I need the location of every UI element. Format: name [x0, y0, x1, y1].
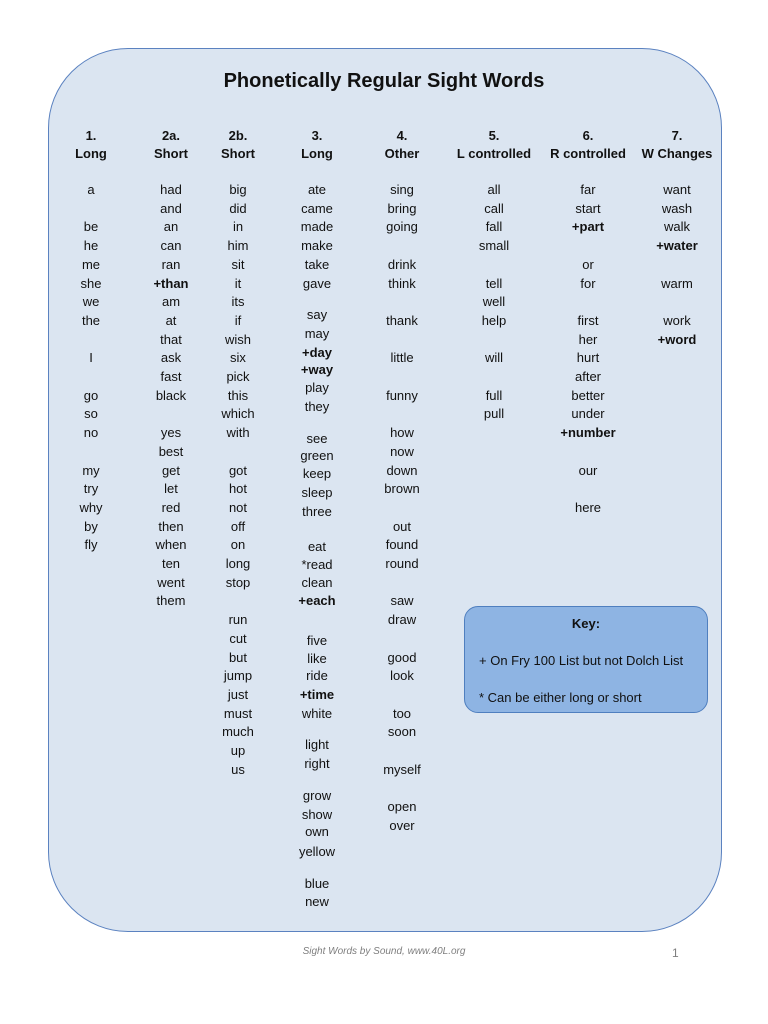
- sight-word: got: [228, 462, 248, 478]
- sight-word: +way: [300, 362, 334, 378]
- sight-word: them: [156, 593, 186, 609]
- sight-word: five: [306, 632, 328, 648]
- sight-word: just: [227, 686, 249, 702]
- sight-word: him: [227, 238, 249, 254]
- sight-word: well: [482, 294, 506, 310]
- sight-word: here: [574, 499, 602, 515]
- sight-word: then: [158, 518, 184, 534]
- sight-word: ate: [307, 182, 327, 197]
- sight-word: up: [230, 743, 246, 758]
- sight-word: saw: [390, 593, 414, 609]
- footer-credit: Sight Words by Sound, www.40L.org: [302, 946, 466, 957]
- sight-word: sleep: [301, 484, 333, 500]
- sight-word: show: [301, 806, 333, 822]
- sight-word: soon: [387, 724, 417, 740]
- key-box: [464, 606, 708, 713]
- sight-word: grow: [302, 787, 332, 803]
- sight-word: me: [81, 256, 101, 272]
- sight-word: pick: [226, 369, 250, 384]
- sight-word: start: [575, 200, 601, 216]
- sight-word: he: [83, 238, 99, 254]
- sight-word: no: [83, 425, 99, 441]
- sight-word: when: [155, 537, 187, 553]
- sight-word: own: [305, 824, 329, 840]
- sight-word: right: [304, 756, 330, 772]
- sight-word: yellow: [298, 843, 336, 859]
- column-number: 7.: [671, 128, 683, 143]
- sight-word: better: [571, 387, 605, 403]
- sight-word: help: [481, 312, 507, 328]
- sight-word: that: [160, 331, 182, 347]
- sight-word: far: [580, 182, 596, 197]
- column-number: 5.: [488, 128, 500, 143]
- sight-word: +part: [571, 219, 605, 235]
- sight-word: yes: [160, 425, 182, 441]
- sight-word: big: [229, 182, 247, 197]
- sight-word: +day: [302, 344, 332, 360]
- sight-word: walk: [663, 219, 690, 235]
- sight-word: call: [484, 200, 504, 216]
- column-name: Short: [154, 146, 188, 161]
- key-title: Key:: [571, 616, 601, 631]
- sight-word: six: [230, 350, 246, 366]
- sight-word: off: [230, 518, 246, 534]
- sight-word: for: [580, 275, 596, 291]
- sight-word: run: [228, 612, 248, 628]
- sight-word: had: [160, 182, 182, 197]
- sight-word: take: [304, 256, 330, 272]
- sight-word: like: [307, 651, 327, 667]
- sight-word: her: [578, 331, 598, 347]
- sight-word: try: [83, 481, 99, 497]
- key-plus-line: + On Fry 100 List but not Dolch List: [479, 653, 684, 668]
- sight-word: will: [484, 350, 504, 366]
- sight-word: I: [89, 350, 93, 366]
- sight-word: must: [223, 705, 253, 721]
- column-number: 3.: [311, 128, 323, 143]
- sight-word: be: [83, 219, 99, 235]
- sight-word: +number: [560, 425, 616, 441]
- sight-word: hot: [228, 481, 248, 497]
- sight-word: full: [485, 387, 503, 403]
- sight-word: warm: [661, 275, 693, 291]
- sight-word: see: [306, 430, 328, 446]
- sight-word: down: [386, 462, 418, 478]
- sight-word: tell: [485, 275, 503, 291]
- sight-word: brown: [384, 481, 420, 497]
- sight-word: a: [87, 182, 95, 197]
- sight-word: +word: [657, 331, 697, 347]
- column-name: L controlled: [456, 146, 532, 161]
- sight-word: three: [302, 503, 332, 519]
- sight-word: think: [388, 275, 416, 291]
- sight-word: look: [390, 668, 414, 684]
- sight-word: under: [571, 406, 605, 422]
- sight-word: hurt: [576, 350, 600, 366]
- sight-word: and: [160, 200, 182, 216]
- sight-word: bring: [387, 200, 417, 216]
- sight-word: they: [304, 398, 330, 414]
- column-number: 2b.: [228, 128, 248, 143]
- sight-word: much: [222, 724, 254, 740]
- sight-word: eat: [307, 539, 327, 555]
- sight-word: blue: [304, 875, 330, 891]
- sight-word: +time: [299, 686, 335, 702]
- sight-word: with: [226, 425, 250, 441]
- sight-word: not: [228, 499, 248, 515]
- sight-word: long: [225, 556, 251, 571]
- sight-word: all: [487, 182, 501, 197]
- sight-word: make: [301, 238, 333, 254]
- sight-word: play: [305, 380, 329, 396]
- sight-word: this: [227, 387, 249, 403]
- sight-word: ride: [306, 668, 328, 684]
- sight-word: if: [234, 312, 242, 328]
- sight-word: fall: [485, 219, 503, 235]
- column-name: Long: [301, 146, 333, 161]
- column-header-8: [622, 127, 732, 163]
- sight-word: white: [301, 705, 333, 721]
- sight-word: in: [232, 219, 244, 235]
- sight-word: gave: [302, 275, 332, 291]
- sight-word: small: [478, 238, 510, 254]
- sight-word: stop: [225, 574, 251, 590]
- sight-word: wash: [661, 200, 693, 216]
- sight-word: on: [230, 537, 246, 553]
- sight-word: go: [83, 387, 99, 403]
- sight-word: it: [234, 275, 242, 291]
- sight-word: +than: [153, 275, 189, 291]
- sight-word: fast: [160, 369, 182, 384]
- sight-word: +water: [656, 238, 698, 254]
- sight-word: ten: [161, 556, 181, 571]
- sight-word: found: [385, 537, 419, 553]
- sight-word: black: [155, 387, 187, 403]
- sight-word: cut: [229, 630, 247, 646]
- sight-word: can: [160, 238, 182, 254]
- sight-word: green: [300, 448, 334, 464]
- sight-word: get: [161, 462, 181, 478]
- sight-word: its: [231, 294, 245, 310]
- sight-word: at: [165, 312, 177, 328]
- sight-word: ran: [161, 256, 181, 272]
- sight-word: but: [228, 649, 248, 665]
- sight-word: made: [300, 219, 334, 235]
- sight-word: going: [386, 219, 418, 235]
- column-name: Other: [384, 146, 420, 161]
- page-number: 1: [672, 946, 679, 960]
- sight-word: over: [389, 817, 415, 833]
- sight-word: clean: [301, 574, 333, 590]
- sight-word: an: [163, 219, 179, 235]
- sight-word: went: [157, 574, 185, 590]
- sight-word: best: [158, 443, 184, 459]
- column-name: Short: [221, 146, 255, 161]
- sight-word: open: [387, 799, 417, 815]
- sight-word: sit: [231, 256, 245, 272]
- column-name: W Changes: [641, 146, 713, 161]
- sight-word: little: [390, 350, 414, 366]
- sight-word: fly: [84, 537, 98, 553]
- sight-word: so: [84, 406, 98, 422]
- sight-word: funny: [386, 387, 418, 403]
- sight-word: *read: [301, 556, 333, 572]
- column-name: R controlled: [550, 146, 626, 161]
- key-star-line: * Can be either long or short: [479, 690, 642, 705]
- sight-word: keep: [302, 466, 332, 482]
- sight-word: by: [84, 518, 98, 534]
- sight-word: now: [390, 443, 414, 459]
- sight-word: draw: [387, 612, 417, 628]
- sight-word: drink: [387, 256, 417, 272]
- sight-word: round: [385, 556, 419, 571]
- sight-word: we: [82, 294, 100, 310]
- sight-word: my: [82, 462, 100, 478]
- sight-word: want: [663, 182, 691, 197]
- sight-word: wish: [224, 331, 251, 347]
- sight-word: how: [390, 425, 414, 441]
- column-number: 4.: [396, 128, 408, 143]
- sight-word: +each: [298, 593, 336, 609]
- sight-word: sing: [390, 182, 414, 197]
- sight-word: am: [161, 294, 181, 310]
- sight-word: pull: [483, 406, 505, 422]
- sight-word: she: [80, 275, 102, 291]
- sight-word: good: [387, 649, 417, 665]
- sight-word: the: [81, 312, 101, 328]
- sight-word: work: [663, 312, 691, 328]
- sight-word: ask: [160, 350, 182, 366]
- sight-word: first: [577, 312, 599, 328]
- column-number: 2a.: [161, 128, 181, 143]
- sight-word: why: [79, 499, 103, 515]
- sight-word: us: [231, 761, 245, 777]
- sight-word: let: [164, 481, 178, 497]
- column-number: 6.: [582, 128, 594, 143]
- sight-word: after: [574, 369, 601, 384]
- sight-word: too: [392, 705, 412, 721]
- sight-word: jump: [223, 668, 253, 684]
- sight-word: light: [305, 737, 329, 753]
- sight-word: out: [392, 518, 412, 534]
- sight-word: or: [582, 256, 594, 272]
- sight-word: came: [301, 200, 333, 216]
- column-name: Long: [75, 146, 107, 161]
- sight-word: new: [305, 894, 329, 910]
- sight-word: which: [221, 406, 255, 422]
- sight-word: our: [578, 462, 598, 478]
- sight-word: thank: [386, 312, 418, 328]
- sight-word: did: [229, 200, 247, 216]
- sight-word: say: [306, 307, 328, 323]
- sight-word: may: [304, 325, 330, 341]
- sight-word: red: [161, 499, 181, 515]
- sight-word: myself: [383, 761, 421, 777]
- column-number: 1.: [85, 128, 97, 143]
- page-title: Phonetically Regular Sight Words: [223, 70, 545, 92]
